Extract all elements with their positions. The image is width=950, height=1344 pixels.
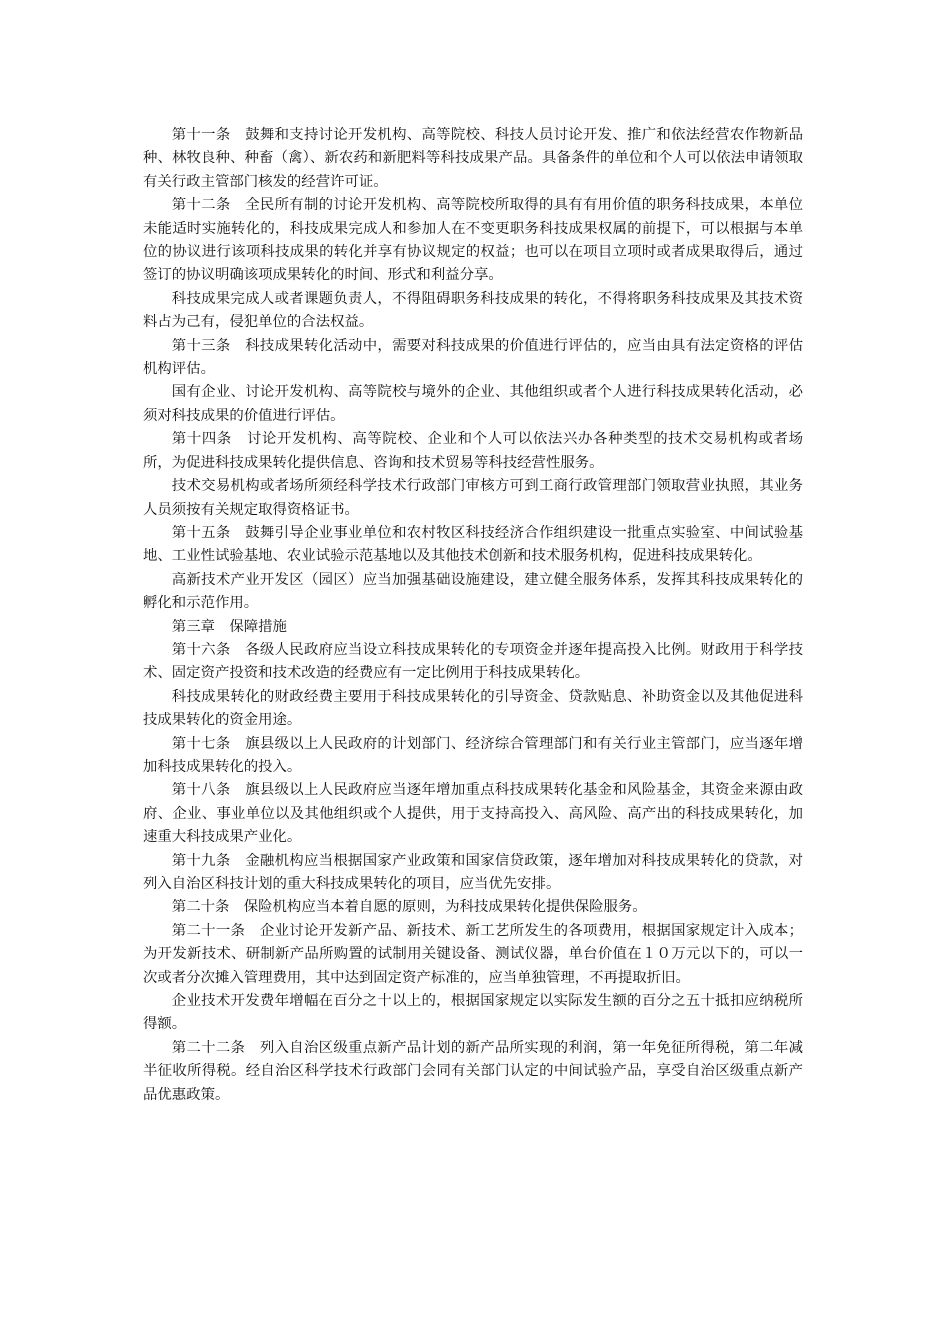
document-body bbox=[143, 124, 803, 1107]
paragraph-article-15: 第十五条 鼓舞引导企业事业单位和农村牧区科技经济合作组织建设一批重点实验室、中间试验基地、工业性试验基地、农业试验示范基地以及其他技术创新和技术服务机构，促进科技成果转化。 bbox=[143, 524, 803, 565]
paragraph-article-14: 第十四条 讨论开发机构、高等院校、企业和个人可以依法兴办各种类型的技术交易机构或者场所，为促进科技成果转化提供信息、咨询和技术贸易等科技经营性服务。 bbox=[143, 431, 803, 471]
paragraph-article-21: 第二十一条 企业讨论开发新产品、新技术、新工艺所发生的各项费用，根据国家规定计入成本；为开发新技术、研制新产品所购置的试制用关键设备、测试仪器，单台价值在１０万元以下的，可以一次或者分次摊入管理费用，其中达到固定资产标准的，应当单独管理，不再提取折旧。 bbox=[143, 922, 803, 986]
paragraph-article-11: 第十一条 鼓舞和支持讨论开发机构、高等院校、科技人员讨论开发、推广和依法经营农作物新品种、林牧良种、种畜（禽）、新农药和新肥料等科技成果产品。具备条件的单位和个人可以依法申请领取有关行政主管部门核发的经营许可证。 bbox=[143, 127, 803, 190]
paragraph-article-15-cont: 高新技术产业开发区（园区）应当加强基础设施建设，建立健全服务体系，发挥其科技成果转化的孵化和示范作用。 bbox=[143, 571, 803, 612]
paragraph-article-16: 第十六条 各级人民政府应当设立科技成果转化的专项资金并逐年提高投入比例。财政用于科学技术、固定资产投资和技术改造的经费应有一定比例用于科技成果转化。 bbox=[143, 641, 803, 682]
paragraph-article-12: 第十二条 全民所有制的讨论开发机构、高等院校所取得的具有有用价值的职务科技成果，本单位未能适时实施转化的，科技成果完成人和参加人在不变更职务科技成果权属的前提下，可以根据与本单位的协议进行该项科技成果的转化并享有协议规定的权益；也可以在项目立项时或者成果取得后，通过签订的协议明确该项成果转化的时间、形式和利益分享。 bbox=[143, 197, 803, 284]
paragraph-article-20: 第二十条 保险机构应当本着自愿的原则，为科技成果转化提供保险服务。 bbox=[171, 899, 647, 916]
paragraph-article-19: 第十九条 金融机构应当根据国家产业政策和国家信贷政策，逐年增加对科技成果转化的贷款，对列入自治区科技计划的重大科技成果转化的项目，应当优先安排。 bbox=[143, 852, 803, 892]
paragraph-article-16-cont: 科技成果转化的财政经费主要用于科技成果转化的引导资金、贷款贴息、补助资金以及其他促进科技成果转化的资金用途。 bbox=[143, 688, 803, 729]
paragraph-article-13-cont: 国有企业、讨论开发机构、高等院校与境外的企业、其他组织或者个人进行科技成果转化活动，必须对科技成果的价值进行评估。 bbox=[143, 384, 803, 424]
paragraph-article-12-cont: 科技成果完成人或者课题负责人，不得阻碍职务科技成果的转化，不得将职务科技成果及其技术资料占为己有，侵犯单位的合法权益。 bbox=[143, 290, 803, 331]
chapter-heading: 第三章 保障措施 bbox=[171, 618, 287, 635]
paragraph-article-14-cont: 技术交易机构或者场所须经科学技术行政部门审核方可到工商行政管理部门领取营业执照，其业务人员须按有关规定取得资格证书。 bbox=[143, 478, 803, 518]
paragraph-article-22: 第二十二条 列入自治区级重点新产品计划的新产品所实现的利润，第一年免征所得税，第二年减半征收所得税。经自治区科学技术行政部门会同有关部门认定的中间试验产品，享受自治区级重点新产品优惠政策。 bbox=[143, 1039, 803, 1103]
paragraph-article-18: 第十八条 旗县级以上人民政府应当逐年增加重点科技成果转化基金和风险基金，其资金来源由政府、企业、事业单位以及其他组织或个人提供，用于支持高投入、高风险、高产出的科技成果转化，加速重大科技成果产业化。 bbox=[143, 782, 803, 846]
paragraph-article-17: 第十七条 旗县级以上人民政府的计划部门、经济综合管理部门和有关行业主管部门，应当逐年增加科技成果转化的投入。 bbox=[143, 735, 803, 775]
paragraph-article-13: 第十三条 科技成果转化活动中，需要对科技成果的价值进行评估的，应当由具有法定资格的评估机构评估。 bbox=[143, 337, 803, 378]
paragraph-article-21-cont: 企业技术开发费年增幅在百分之十以上的，根据国家规定以实际发生额的百分之五十抵扣应纳税所得额。 bbox=[143, 993, 803, 1033]
